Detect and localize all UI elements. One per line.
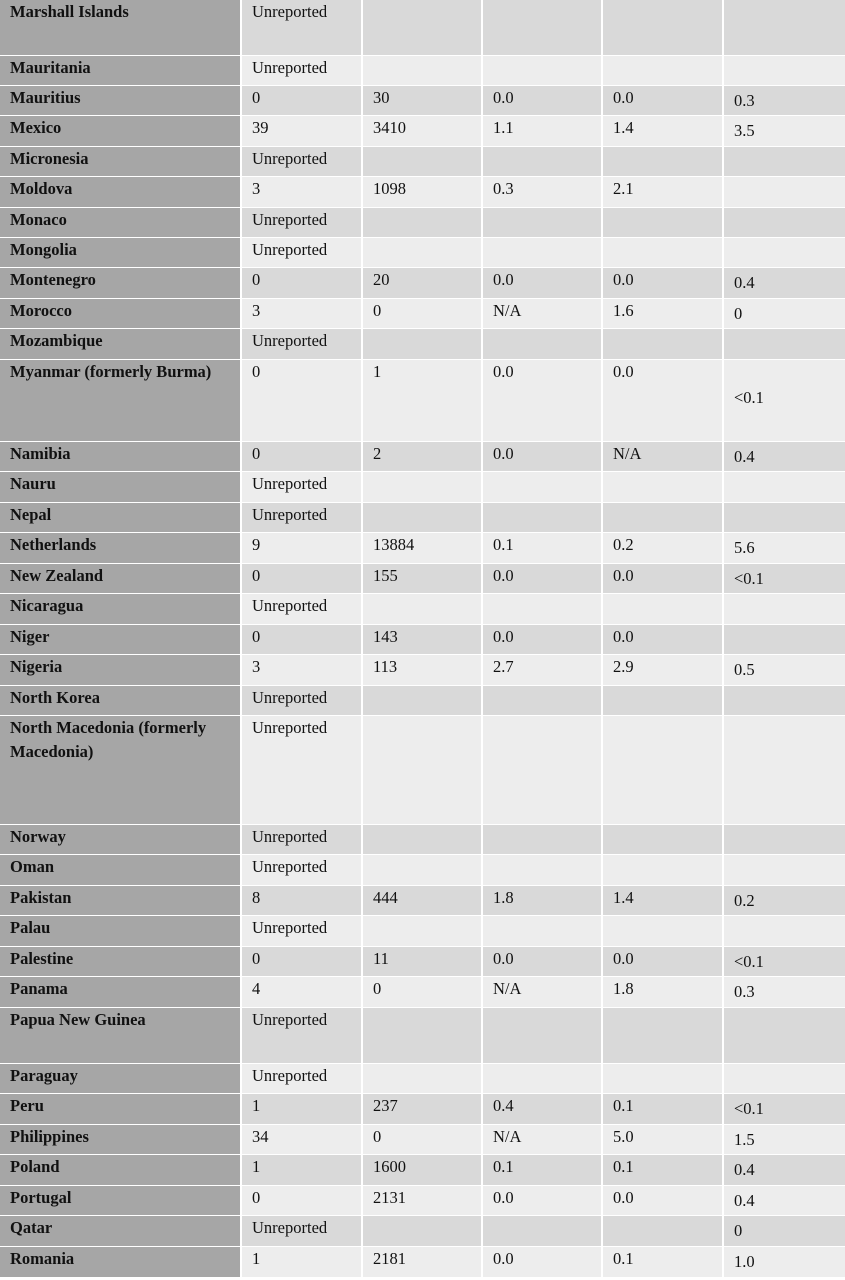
count-cell: 1 bbox=[242, 1155, 363, 1186]
table-row bbox=[0, 1125, 845, 1155]
rate-cell bbox=[483, 238, 603, 268]
country-cell: Norway bbox=[0, 825, 242, 855]
count-cell: Unreported bbox=[242, 1008, 363, 1064]
percent-cell bbox=[724, 56, 845, 86]
count-cell: Unreported bbox=[242, 855, 363, 886]
ratio-cell: 0.2 bbox=[603, 533, 724, 564]
percent-cell bbox=[724, 716, 845, 825]
percent-cell bbox=[724, 238, 845, 268]
table-row bbox=[0, 594, 845, 625]
ratio-cell: 1.4 bbox=[603, 886, 724, 916]
total-cell: 0 bbox=[363, 299, 483, 329]
percent-value: <0.1 bbox=[734, 1099, 764, 1118]
country-cell: Netherlands bbox=[0, 533, 242, 564]
percent-value: 1.0 bbox=[734, 1252, 755, 1271]
count-cell: 0 bbox=[242, 268, 363, 299]
country-cell: North Macedonia (formerly Macedonia) bbox=[0, 716, 242, 825]
count-cell: Unreported bbox=[242, 716, 363, 825]
table-row bbox=[0, 825, 845, 855]
table-row bbox=[0, 86, 845, 116]
total-cell bbox=[363, 686, 483, 716]
percent-cell bbox=[724, 916, 845, 947]
ratio-cell: 0.0 bbox=[603, 86, 724, 116]
rate-cell: 0.0 bbox=[483, 1247, 603, 1278]
percent-cell bbox=[724, 1064, 845, 1094]
rate-cell: 2.7 bbox=[483, 655, 603, 686]
country-cell: Romania bbox=[0, 1247, 242, 1278]
table-row bbox=[0, 947, 845, 977]
count-cell: Unreported bbox=[242, 825, 363, 855]
rate-cell bbox=[483, 56, 603, 86]
table-row bbox=[0, 147, 845, 177]
ratio-cell: 0.0 bbox=[603, 268, 724, 299]
percent-cell bbox=[724, 1008, 845, 1064]
total-cell bbox=[363, 56, 483, 86]
table-row bbox=[0, 1216, 845, 1247]
count-cell: 1 bbox=[242, 1094, 363, 1125]
count-cell: Unreported bbox=[242, 208, 363, 238]
percent-cell bbox=[724, 208, 845, 238]
rate-cell: 0.0 bbox=[483, 360, 603, 442]
count-cell: 0 bbox=[242, 625, 363, 655]
country-cell: Papua New Guinea bbox=[0, 1008, 242, 1064]
percent-value: 1.5 bbox=[734, 1130, 755, 1149]
country-cell: Montenegro bbox=[0, 268, 242, 299]
ratio-cell: 5.0 bbox=[603, 1125, 724, 1155]
table-row bbox=[0, 1186, 845, 1216]
count-cell: 1 bbox=[242, 1247, 363, 1278]
total-cell bbox=[363, 1064, 483, 1094]
country-cell: Peru bbox=[0, 1094, 242, 1125]
table-row bbox=[0, 238, 845, 268]
count-cell: 39 bbox=[242, 116, 363, 147]
ratio-cell: 2.9 bbox=[603, 655, 724, 686]
ratio-cell: 0.0 bbox=[603, 360, 724, 442]
ratio-cell bbox=[603, 147, 724, 177]
country-cell: Niger bbox=[0, 625, 242, 655]
percent-cell bbox=[724, 503, 845, 533]
total-cell bbox=[363, 916, 483, 947]
percent-cell bbox=[724, 594, 845, 625]
percent-cell bbox=[724, 886, 845, 916]
table-row bbox=[0, 1008, 845, 1064]
count-cell: Unreported bbox=[242, 0, 363, 56]
percent-cell bbox=[724, 360, 845, 442]
count-cell: Unreported bbox=[242, 56, 363, 86]
rate-cell: 0.0 bbox=[483, 442, 603, 472]
percent-cell bbox=[724, 299, 845, 329]
total-cell: 1 bbox=[363, 360, 483, 442]
ratio-cell: 2.1 bbox=[603, 177, 724, 208]
percent-cell bbox=[724, 977, 845, 1008]
total-cell bbox=[363, 208, 483, 238]
ratio-cell bbox=[603, 825, 724, 855]
total-cell bbox=[363, 1008, 483, 1064]
total-cell: 444 bbox=[363, 886, 483, 916]
rate-cell bbox=[483, 1064, 603, 1094]
percent-cell bbox=[724, 655, 845, 686]
total-cell: 2131 bbox=[363, 1186, 483, 1216]
total-cell: 0 bbox=[363, 1125, 483, 1155]
ratio-cell: N/A bbox=[603, 442, 724, 472]
table-row bbox=[0, 1064, 845, 1094]
table-row bbox=[0, 0, 845, 56]
ratio-cell bbox=[603, 238, 724, 268]
table-row bbox=[0, 564, 845, 594]
count-cell: 3 bbox=[242, 299, 363, 329]
ratio-cell bbox=[603, 1008, 724, 1064]
country-cell: Mongolia bbox=[0, 238, 242, 268]
country-cell: Nauru bbox=[0, 472, 242, 503]
table-row bbox=[0, 442, 845, 472]
rate-cell bbox=[483, 503, 603, 533]
ratio-cell: 0.0 bbox=[603, 564, 724, 594]
percent-cell bbox=[724, 1247, 845, 1278]
percent-cell bbox=[724, 1155, 845, 1186]
percent-value: 0 bbox=[734, 304, 743, 323]
rate-cell bbox=[483, 716, 603, 825]
table-row bbox=[0, 208, 845, 238]
total-cell bbox=[363, 147, 483, 177]
country-cell: Namibia bbox=[0, 442, 242, 472]
table-row bbox=[0, 916, 845, 947]
rate-cell: 1.8 bbox=[483, 886, 603, 916]
percent-cell bbox=[724, 1125, 845, 1155]
rate-cell bbox=[483, 855, 603, 886]
country-cell: Moldova bbox=[0, 177, 242, 208]
percent-cell bbox=[724, 1216, 845, 1247]
rate-cell: 0.4 bbox=[483, 1094, 603, 1125]
country-cell: New Zealand bbox=[0, 564, 242, 594]
percent-value: 0.4 bbox=[734, 1160, 755, 1179]
table-row bbox=[0, 1155, 845, 1186]
percent-cell bbox=[724, 686, 845, 716]
percent-value: <0.1 bbox=[734, 569, 764, 588]
count-cell: Unreported bbox=[242, 472, 363, 503]
total-cell: 1600 bbox=[363, 1155, 483, 1186]
ratio-cell: 0.1 bbox=[603, 1094, 724, 1125]
table-row bbox=[0, 716, 845, 825]
ratio-cell: 0.0 bbox=[603, 947, 724, 977]
country-cell: Paraguay bbox=[0, 1064, 242, 1094]
rate-cell: 1.1 bbox=[483, 116, 603, 147]
percent-value: 0.5 bbox=[734, 660, 755, 679]
country-cell: Micronesia bbox=[0, 147, 242, 177]
country-cell: Nigeria bbox=[0, 655, 242, 686]
percent-value: 0 bbox=[734, 1221, 743, 1240]
rate-cell bbox=[483, 329, 603, 360]
table-row bbox=[0, 686, 845, 716]
total-cell: 20 bbox=[363, 268, 483, 299]
country-cell: Monaco bbox=[0, 208, 242, 238]
ratio-cell bbox=[603, 686, 724, 716]
total-cell: 2 bbox=[363, 442, 483, 472]
percent-cell bbox=[724, 625, 845, 655]
rate-cell bbox=[483, 208, 603, 238]
total-cell bbox=[363, 0, 483, 56]
table-row bbox=[0, 56, 845, 86]
total-cell: 0 bbox=[363, 977, 483, 1008]
ratio-cell bbox=[603, 916, 724, 947]
table-row bbox=[0, 360, 845, 442]
percent-cell bbox=[724, 329, 845, 360]
ratio-cell bbox=[603, 1216, 724, 1247]
count-cell: Unreported bbox=[242, 1216, 363, 1247]
percent-value: 0.4 bbox=[734, 273, 755, 292]
count-cell: Unreported bbox=[242, 329, 363, 360]
total-cell bbox=[363, 825, 483, 855]
total-cell: 13884 bbox=[363, 533, 483, 564]
count-cell: 9 bbox=[242, 533, 363, 564]
count-cell: 8 bbox=[242, 886, 363, 916]
total-cell: 30 bbox=[363, 86, 483, 116]
rate-cell bbox=[483, 147, 603, 177]
table-row bbox=[0, 503, 845, 533]
rate-cell: 0.1 bbox=[483, 533, 603, 564]
table-row bbox=[0, 855, 845, 886]
country-cell: Portugal bbox=[0, 1186, 242, 1216]
count-cell: Unreported bbox=[242, 238, 363, 268]
total-cell: 155 bbox=[363, 564, 483, 594]
percent-value: 5.6 bbox=[734, 538, 755, 557]
count-cell: Unreported bbox=[242, 503, 363, 533]
percent-cell bbox=[724, 147, 845, 177]
percent-cell bbox=[724, 472, 845, 503]
count-cell: 0 bbox=[242, 442, 363, 472]
count-cell: 0 bbox=[242, 1186, 363, 1216]
ratio-cell: 0.1 bbox=[603, 1247, 724, 1278]
total-cell bbox=[363, 472, 483, 503]
rate-cell: 0.1 bbox=[483, 1155, 603, 1186]
total-cell bbox=[363, 855, 483, 886]
percent-cell bbox=[724, 86, 845, 116]
ratio-cell bbox=[603, 0, 724, 56]
ratio-cell bbox=[603, 855, 724, 886]
total-cell: 143 bbox=[363, 625, 483, 655]
table-row bbox=[0, 299, 845, 329]
percent-cell bbox=[724, 533, 845, 564]
table-row bbox=[0, 977, 845, 1008]
rate-cell: N/A bbox=[483, 1125, 603, 1155]
rate-cell bbox=[483, 1216, 603, 1247]
ratio-cell bbox=[603, 503, 724, 533]
country-cell: Marshall Islands bbox=[0, 0, 242, 56]
rate-cell: 0.0 bbox=[483, 86, 603, 116]
ratio-cell bbox=[603, 329, 724, 360]
percent-value: 0.2 bbox=[734, 891, 755, 910]
country-cell: North Korea bbox=[0, 686, 242, 716]
percent-value: <0.1 bbox=[734, 388, 764, 407]
table-row bbox=[0, 625, 845, 655]
percent-cell bbox=[724, 564, 845, 594]
rate-cell: 0.0 bbox=[483, 1186, 603, 1216]
country-cell: Oman bbox=[0, 855, 242, 886]
total-cell bbox=[363, 594, 483, 625]
count-cell: 3 bbox=[242, 177, 363, 208]
total-cell bbox=[363, 503, 483, 533]
country-cell: Nepal bbox=[0, 503, 242, 533]
rate-cell bbox=[483, 1008, 603, 1064]
total-cell: 237 bbox=[363, 1094, 483, 1125]
country-cell: Palestine bbox=[0, 947, 242, 977]
country-cell: Nicaragua bbox=[0, 594, 242, 625]
country-cell: Mauritania bbox=[0, 56, 242, 86]
rate-cell bbox=[483, 0, 603, 56]
country-cell: Pakistan bbox=[0, 886, 242, 916]
country-cell: Myanmar (formerly Burma) bbox=[0, 360, 242, 442]
percent-cell bbox=[724, 1186, 845, 1216]
total-cell bbox=[363, 238, 483, 268]
rate-cell: 0.3 bbox=[483, 177, 603, 208]
country-cell: Qatar bbox=[0, 1216, 242, 1247]
ratio-cell: 1.8 bbox=[603, 977, 724, 1008]
percent-cell bbox=[724, 825, 845, 855]
percent-cell bbox=[724, 855, 845, 886]
table-row bbox=[0, 1247, 845, 1278]
count-cell: Unreported bbox=[242, 686, 363, 716]
ratio-cell bbox=[603, 472, 724, 503]
country-cell: Mexico bbox=[0, 116, 242, 147]
percent-cell bbox=[724, 116, 845, 147]
count-cell: 0 bbox=[242, 86, 363, 116]
rate-cell: N/A bbox=[483, 299, 603, 329]
ratio-cell: 0.0 bbox=[603, 1186, 724, 1216]
country-cell: Palau bbox=[0, 916, 242, 947]
count-cell: 34 bbox=[242, 1125, 363, 1155]
ratio-cell: 0.0 bbox=[603, 625, 724, 655]
percent-value: 0.3 bbox=[734, 982, 755, 1001]
count-cell: 3 bbox=[242, 655, 363, 686]
total-cell: 113 bbox=[363, 655, 483, 686]
total-cell bbox=[363, 1216, 483, 1247]
rate-cell bbox=[483, 825, 603, 855]
ratio-cell bbox=[603, 56, 724, 86]
percent-cell bbox=[724, 268, 845, 299]
table-row bbox=[0, 268, 845, 299]
percent-value: <0.1 bbox=[734, 952, 764, 971]
ratio-cell bbox=[603, 208, 724, 238]
table-row bbox=[0, 886, 845, 916]
country-cell: Mozambique bbox=[0, 329, 242, 360]
percent-cell bbox=[724, 442, 845, 472]
table-row bbox=[0, 1094, 845, 1125]
total-cell: 2181 bbox=[363, 1247, 483, 1278]
table-row bbox=[0, 472, 845, 503]
ratio-cell: 1.4 bbox=[603, 116, 724, 147]
country-cell: Poland bbox=[0, 1155, 242, 1186]
country-cell: Mauritius bbox=[0, 86, 242, 116]
count-cell: 4 bbox=[242, 977, 363, 1008]
percent-value: 0.4 bbox=[734, 447, 755, 466]
percent-value: 0.3 bbox=[734, 91, 755, 110]
percent-cell bbox=[724, 947, 845, 977]
rate-cell bbox=[483, 686, 603, 716]
rate-cell bbox=[483, 472, 603, 503]
count-cell: 0 bbox=[242, 360, 363, 442]
table-row bbox=[0, 177, 845, 208]
percent-value: 0.4 bbox=[734, 1191, 755, 1210]
count-cell: 0 bbox=[242, 564, 363, 594]
total-cell: 1098 bbox=[363, 177, 483, 208]
table-row bbox=[0, 533, 845, 564]
country-cell: Morocco bbox=[0, 299, 242, 329]
percent-cell bbox=[724, 0, 845, 56]
ratio-cell bbox=[603, 1064, 724, 1094]
total-cell: 11 bbox=[363, 947, 483, 977]
rate-cell bbox=[483, 916, 603, 947]
rate-cell: 0.0 bbox=[483, 564, 603, 594]
rate-cell: N/A bbox=[483, 977, 603, 1008]
ratio-cell bbox=[603, 594, 724, 625]
total-cell bbox=[363, 329, 483, 360]
percent-value: 3.5 bbox=[734, 121, 755, 140]
country-cell: Panama bbox=[0, 977, 242, 1008]
count-cell: Unreported bbox=[242, 1064, 363, 1094]
rate-cell: 0.0 bbox=[483, 947, 603, 977]
rate-cell: 0.0 bbox=[483, 268, 603, 299]
count-cell: Unreported bbox=[242, 594, 363, 625]
count-cell: 0 bbox=[242, 947, 363, 977]
country-cell: Philippines bbox=[0, 1125, 242, 1155]
rate-cell bbox=[483, 594, 603, 625]
total-cell: 3410 bbox=[363, 116, 483, 147]
table-row bbox=[0, 116, 845, 147]
ratio-cell: 1.6 bbox=[603, 299, 724, 329]
table-row bbox=[0, 329, 845, 360]
table-row bbox=[0, 655, 845, 686]
ratio-cell: 0.1 bbox=[603, 1155, 724, 1186]
rate-cell: 0.0 bbox=[483, 625, 603, 655]
percent-cell bbox=[724, 1094, 845, 1125]
percent-cell bbox=[724, 177, 845, 208]
total-cell bbox=[363, 716, 483, 825]
count-cell: Unreported bbox=[242, 916, 363, 947]
ratio-cell bbox=[603, 716, 724, 825]
count-cell: Unreported bbox=[242, 147, 363, 177]
